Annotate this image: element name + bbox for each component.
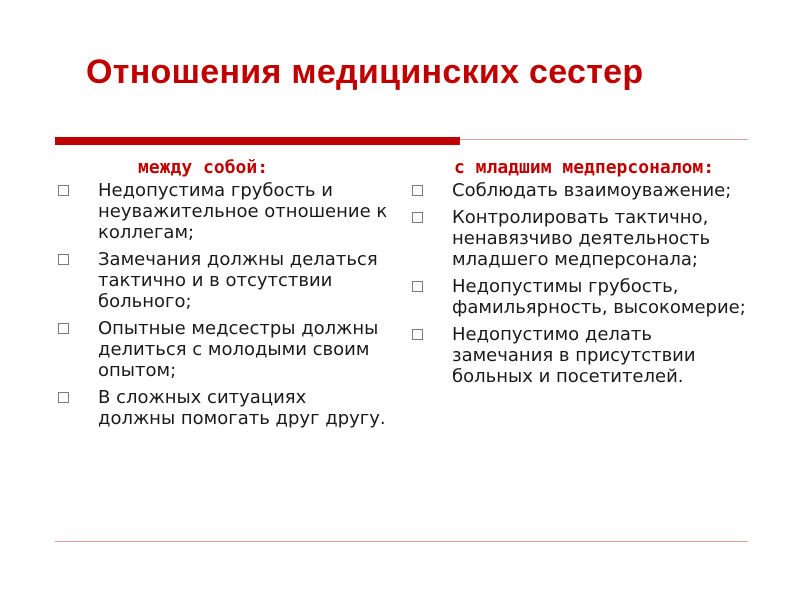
left-column-heading: между собой: [138,157,269,178]
title-underline-thin [460,139,748,140]
left-column [58,157,388,435]
hollow-square-icon [412,212,423,223]
list-item [412,180,752,201]
list-item-text: Недопустима грубость и неуважительное отношение к коллегам; [98,180,388,243]
hollow-square-icon [412,281,423,292]
list-item-text: Замечания должны делаться тактично и в отсутствии больного; [98,249,378,312]
left-column-list [58,180,388,429]
list-item [58,387,388,429]
list-item-text: Контролировать тактично, ненавязчиво деятельность младшего медперсонала; [452,207,711,270]
list-item-text: В сложных ситуациях должны помогать друг другу. [98,387,386,429]
list-item [412,324,752,387]
bottom-divider [55,541,748,542]
list-item [58,180,388,243]
list-item-text: Недопустимо делать замечания в присутствии больных и посетителей. [452,324,696,387]
hollow-square-icon [412,329,423,340]
hollow-square-icon [58,185,69,196]
right-column-heading: с младшим медперсоналом: [454,157,715,178]
list-item [58,249,388,312]
list-item-text: Недопустимы грубость, фамильярность, высокомерие; [452,276,746,318]
list-item [412,207,752,270]
hollow-square-icon [58,254,69,265]
right-column-list [412,180,752,387]
list-item-text: Соблюдать взаимоуважение; [452,180,732,201]
hollow-square-icon [58,323,69,334]
list-item [412,276,752,318]
hollow-square-icon [412,185,423,196]
right-column [412,157,752,393]
slide-title: Отношения медицинских сестер [86,53,644,91]
hollow-square-icon [58,392,69,403]
list-item [58,318,388,381]
list-item-text: Опытные медсестры должны делиться с молодыми своим опытом; [98,318,379,381]
title-underline-thick [55,137,460,145]
